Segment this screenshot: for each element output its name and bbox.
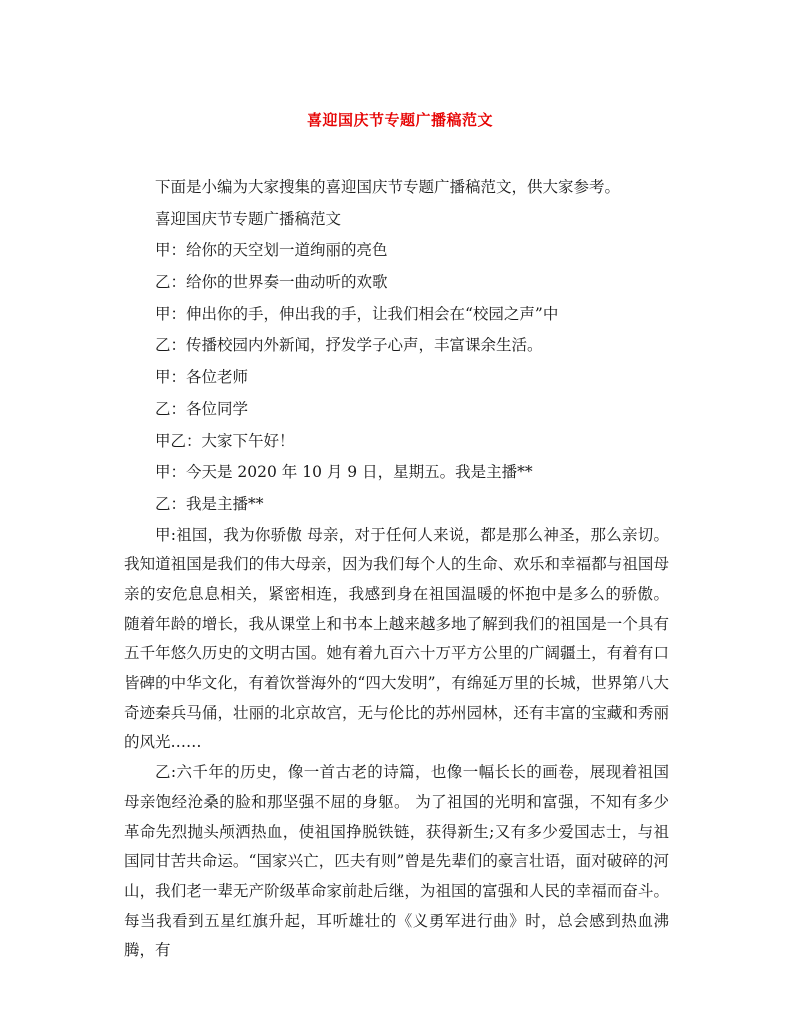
body-paragraph: 乙:六千年的历史，像一首古老的诗篇，也像一幅长长的画卷，展现着祖国母亲饱经沧桑的脸和那坚强不屈的身躯。 为了祖国的光明和富强，不知有多少革命先烈抛头颅洒热血，使祖国挣脱铁链，获得新生;又有多少爱国志士，与祖国同甘苦共命运。“国家兴亡，匹夫有则”曾是先辈们的豪言壮语，面对破碎的河山，我们老一辈无产阶级革命家前赴后继，为祖国的富强和人民的幸福而奋斗。 每当我看到五星红旗升起，耳听雄壮的《义勇军进行曲》时，总会感到热血沸腾，有 — [124, 763, 669, 960]
dialogue-line: 甲乙：大家下午好！ — [155, 431, 295, 450]
dialogue-line: 甲：伸出你的手，伸出我的手，让我们相会在“校园之声”中 — [155, 304, 559, 323]
dialogue-line: 乙：传播校园内外新闻，抒发学子心声，丰富课余生活。 — [155, 336, 543, 355]
dialogue-line: 乙：给你的世界奏一曲动听的欢歌 — [155, 273, 388, 292]
dialogue-line: 乙：各位同学 — [155, 399, 249, 418]
subtitle-line: 喜迎国庆节专题广播稿范文 — [155, 209, 342, 228]
body-paragraph: 甲:祖国，我为你骄傲 母亲，对于任何人来说，都是那么神圣，那么亲切。我知道祖国是我们的伟大母亲，因为我们每个人的生命、欢乐和幸福都与祖国母亲的安危息息相关，紧密相连，我感到身在祖国温暖的怀抱中是多么的骄傲。 随着年龄的增长，我从课堂上和书本上越来越多地了解到我们的祖国是一个具有五千年悠久历史的文明古国。她有着九百六十万平方公里的广阔疆土，有着有口皆碑的中华文化，有着饮誉海外的“四大发明”，有绵延万里的长城，世界第八大奇迹秦兵马俑，壮丽的北京故宫，无与伦比的苏州园林，还有丰富的宝藏和秀丽的风光…… — [124, 525, 669, 752]
dialogue-line: 甲：给你的天空划一道绚丽的亮色 — [155, 241, 388, 260]
document-body — [124, 172, 669, 966]
dialogue-line: 甲：今天是 2020 年 10 月 9 日，星期五。我是主播** — [155, 463, 533, 482]
dialogue-line: 甲：各位老师 — [155, 368, 249, 387]
intro-line: 下面是小编为大家搜集的喜迎国庆节专题广播稿范文，供大家参考。 — [155, 178, 621, 196]
document-title: 喜迎国庆节专题广播稿范文 — [306, 111, 493, 129]
dialogue-line: 乙：我是主播** — [155, 494, 264, 513]
